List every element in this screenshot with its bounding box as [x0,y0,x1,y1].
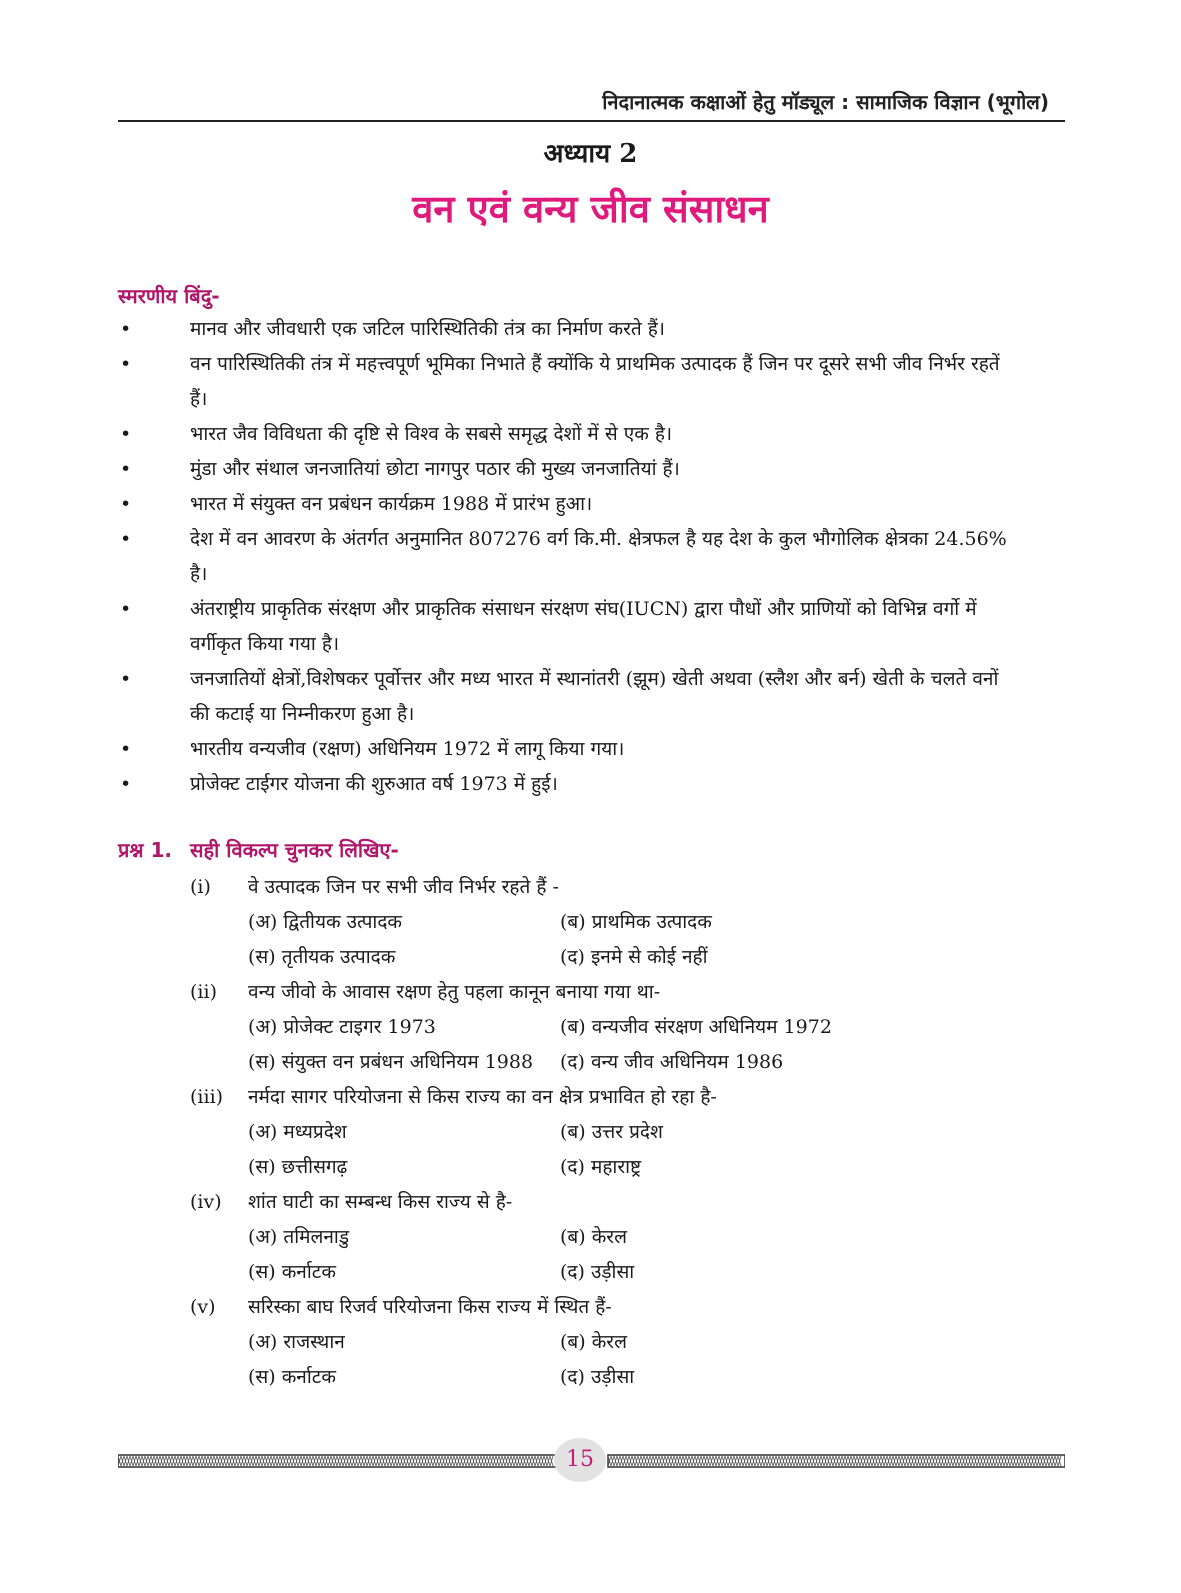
mcq-option: (स) कर्नाटक [248,1261,336,1283]
bullet-text-line: अंतराष्ट्रीय प्राकृतिक संरक्षण और प्राकृतिक संसाधन संरक्षण संघ(IUCN) द्वारा पौधों और प्राणियों को विभिन्न वर्गो में [190,598,977,620]
bullet-marker: • [120,493,132,515]
header-rule [118,120,1065,122]
mcq-question-row [190,1080,1065,1115]
mcq-option: (अ) द्वितीयक उत्पादक [248,911,402,933]
remember-points-list [118,312,1065,802]
mcq-question-row [190,1185,1065,1220]
mcq-options-row [190,1150,1065,1185]
question-1-heading [118,836,399,863]
bullet-text-line: प्रोजेक्ट टाईगर योजना की शुरुआत वर्ष 1973 में हुई। [190,773,558,795]
mcq-options-row [190,905,1065,940]
mcq-option: (द) इनमे से कोई नहीं [560,946,708,968]
mcq-option: (अ) मध्यप्रदेश [248,1121,347,1143]
bullet-marker: • [120,423,132,445]
mcq-roman-number: (iii) [190,1086,224,1108]
mcq-option: (द) महाराष्ट्र [560,1156,642,1178]
chapter-title: वन एवं वन्य जीव संसाधन [412,187,769,231]
mcq-question-text: सरिस्का बाघ रिजर्व परियोजना किस राज्य में स्थित हैं- [248,1296,612,1318]
bullet-text-line: जनजातियों क्षेत्रों,विशेषकर पूर्वोत्तर और मध्य भारत में स्थानांतरी (झूम) खेती अथवा (स्लैश और बर्न) खेती के चलते वनों [190,668,999,690]
running-header: निदानात्मक कक्षाओं हेतु मॉड्यूल : सामाजिक विज्ञान (भूगोल) [602,90,1049,114]
mcq-question-text: वन्य जीवो के आवास रक्षण हेतु पहला कानून बनाया गया था- [248,981,661,1003]
bullet-marker: • [120,668,132,690]
mcq-option: (ब) प्राथमिक उत्पादक [560,911,712,933]
bullet-point [118,767,1065,802]
mcq-option: (अ) राजस्थान [248,1331,345,1353]
bullet-marker: • [120,773,132,795]
mcq-option: (स) तृतीयक उत्पादक [248,946,396,968]
bullet-point [118,732,1065,767]
bullet-text-line: मानव और जीवधारी एक जटिल पारिस्थितिकी तंत्र का निर्माण करते हैं। [190,318,665,340]
mcq-item [190,1290,1065,1395]
bullet-point [118,487,1065,522]
bullet-text-line: भारत में संयुक्त वन प्रबंधन कार्यक्रम 1988 में प्रारंभ हुआ। [190,493,593,515]
remember-points-heading: स्मरणीय बिंदु- [118,284,220,308]
mcq-options-row [190,1220,1065,1255]
mcq-question-text: नर्मदा सागर परियोजना से किस राज्य का वन क्षेत्र प्रभावित हो रहा है- [248,1086,717,1108]
question-1-items [190,870,1065,1395]
mcq-options-row [190,1115,1065,1150]
mcq-item [190,1185,1065,1290]
mcq-question-row [190,1290,1065,1325]
mcq-question-text: शांत घाटी का सम्बन्ध किस राज्य से है- [248,1191,513,1213]
mcq-options-row [190,940,1065,975]
mcq-roman-number: (ii) [190,981,217,1003]
bullet-point [118,592,1065,662]
mcq-options-row [190,1325,1065,1360]
mcq-option: (द) उड़ीसा [560,1261,635,1283]
mcq-question-row [190,975,1065,1010]
mcq-roman-number: (iv) [190,1191,222,1213]
bullet-point [118,522,1065,592]
question-number: प्रश्न 1. [118,838,172,862]
bullet-text-line: है। [190,563,208,585]
bullet-marker: • [120,318,132,340]
bullet-text-line: मुंडा और संथाल जनजातियां छोटा नागपुर पठार की मुख्य जनजातियां हैं। [190,458,680,480]
bullet-text-line: वर्गीकृत किया गया है। [190,633,340,655]
mcq-option: (ब) केरल [560,1226,627,1248]
bullet-point [118,312,1065,347]
mcq-question-text: वे उत्पादक जिन पर सभी जीव निर्भर रहते हैं - [248,876,559,898]
bullet-text-line: हैं। [190,388,208,410]
mcq-option: (ब) उत्तर प्रदेश [560,1121,663,1143]
bullet-text-line: की कटाई या निम्नीकरण हुआ है। [190,703,415,725]
bullet-marker: • [120,353,132,375]
mcq-options-row [190,1360,1065,1395]
bullet-text-line: देश में वन आवरण के अंतर्गत अनुमानित 807276 वर्ग कि.मी. क्षेत्रफल है यह देश के कुल भौगोलिक क्षेत्रका 24.56% [190,528,1007,550]
bullet-point [118,662,1065,732]
bullet-text-line: वन पारिस्थितिकी तंत्र में महत्त्वपूर्ण भूमिका निभाते हैं क्योंकि ये प्राथमिक उत्पादक हैं जिन पर दूसरे सभी जीव निर्भर रहतें [190,353,1000,375]
bullet-marker: • [120,458,132,480]
bullet-point [118,417,1065,452]
bullet-point [118,347,1065,417]
mcq-option: (अ) प्रोजेक्ट टाइगर 1973 [248,1016,436,1038]
mcq-roman-number: (i) [190,876,211,898]
bullet-marker: • [120,598,132,620]
mcq-option: (अ) तमिलनाडु [248,1226,350,1248]
mcq-roman-number: (v) [190,1296,216,1318]
mcq-option: (स) संयुक्त वन प्रबंधन अधिनियम 1988 [248,1051,534,1073]
page-number: 15 [554,1438,606,1482]
bullet-marker: • [120,528,132,550]
mcq-options-row [190,1255,1065,1290]
mcq-item [190,975,1065,1080]
bullet-marker: • [120,738,132,760]
chapter-number: अध्याय 2 [543,139,638,169]
mcq-option: (ब) वन्यजीव संरक्षण अधिनियम 1972 [560,1016,832,1038]
mcq-item [190,870,1065,975]
mcq-options-row [190,1045,1065,1080]
mcq-options-row [190,1010,1065,1045]
mcq-option: (स) कर्नाटक [248,1366,336,1388]
mcq-question-row [190,870,1065,905]
bullet-text-line: भारत जैव विविधता की दृष्टि से विश्व के सबसे समृद्ध देशों में से एक है। [190,423,673,445]
mcq-item [190,1080,1065,1185]
bullet-text-line: भारतीय वन्यजीव (रक्षण) अधिनियम 1972 में लागू किया गया। [190,738,625,760]
mcq-option: (ब) केरल [560,1331,627,1353]
question-instruction: सही विकल्प चुनकर लिखिए- [190,838,399,862]
mcq-option: (द) उड़ीसा [560,1366,635,1388]
mcq-option: (द) वन्य जीव अधिनियम 1986 [560,1051,784,1073]
mcq-option: (स) छत्तीसगढ़ [248,1156,348,1178]
bullet-point [118,452,1065,487]
